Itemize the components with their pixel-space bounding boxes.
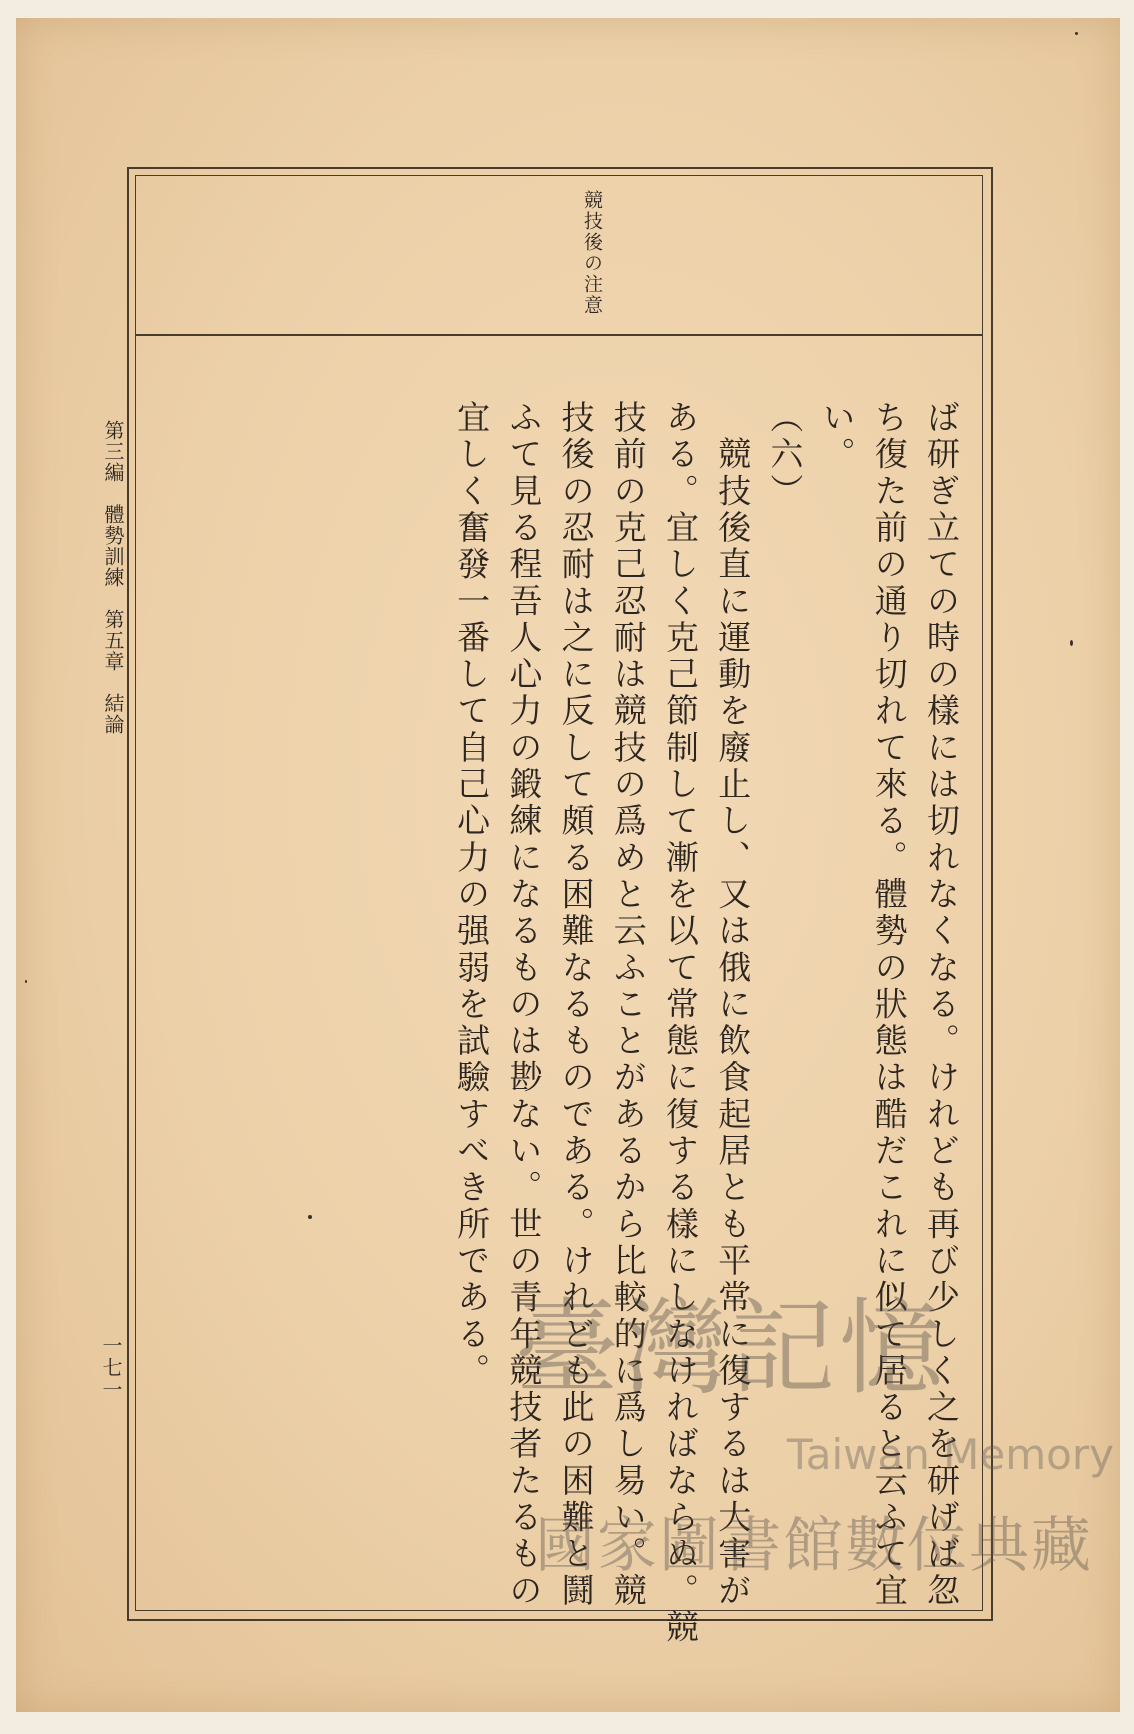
- body-line: 技後の忍耐は之に反して頗る困難なるものである。けれども此の困難と鬪: [556, 400, 596, 1610]
- running-head: 競技後の注意: [581, 190, 603, 316]
- body-line: 競技後直に運動を廢止し、又は俄に飲食起居とも平常に復するは大害が: [713, 400, 753, 1610]
- paper-speck: [1070, 640, 1073, 646]
- paper-speck: [308, 1215, 312, 1219]
- body-line: ふて見る程吾人心力の鍛練になるものは尠ない。世の青年競技者たるもの: [504, 400, 544, 1610]
- body-line: 技前の克己忍耐は競技の爲めと云ふことがあるから比較的に爲し易い。競: [608, 400, 648, 1610]
- page-number: 一七一: [99, 1335, 123, 1401]
- body-line: い。: [817, 400, 857, 474]
- body-line: 宜しく奮發一番して自己心力の强弱を試驗すべき所である。: [452, 400, 492, 1390]
- watermark-english: Taiwan Memory: [787, 1430, 1114, 1479]
- paper-speck: [25, 980, 27, 983]
- watermark-chinese: 國家圖書館數位典藏: [535, 1511, 1093, 1581]
- body-line: ち復た前の通り切れて來る。體勢の狀態は酷だこれに似て居ると云ふて宜: [869, 400, 909, 1610]
- paper-speck: [1075, 32, 1078, 35]
- body-line: ある。宜しく克己節制して漸を以て常態に復する樣にしなければならぬ。競: [660, 400, 700, 1647]
- chapter-side-note: 第三編 體勢訓練 第五章 結論: [101, 420, 125, 735]
- body-line: ば研ぎ立ての時の樣には切れなくなる。けれども再び少しく之を研げば忽: [922, 400, 961, 1610]
- header-rule: [135, 334, 983, 336]
- watermark-logo: 臺灣記憶: [515, 1287, 948, 1409]
- taiwan-memory-watermark: [515, 1287, 1114, 1608]
- section-number: （六）: [765, 400, 805, 510]
